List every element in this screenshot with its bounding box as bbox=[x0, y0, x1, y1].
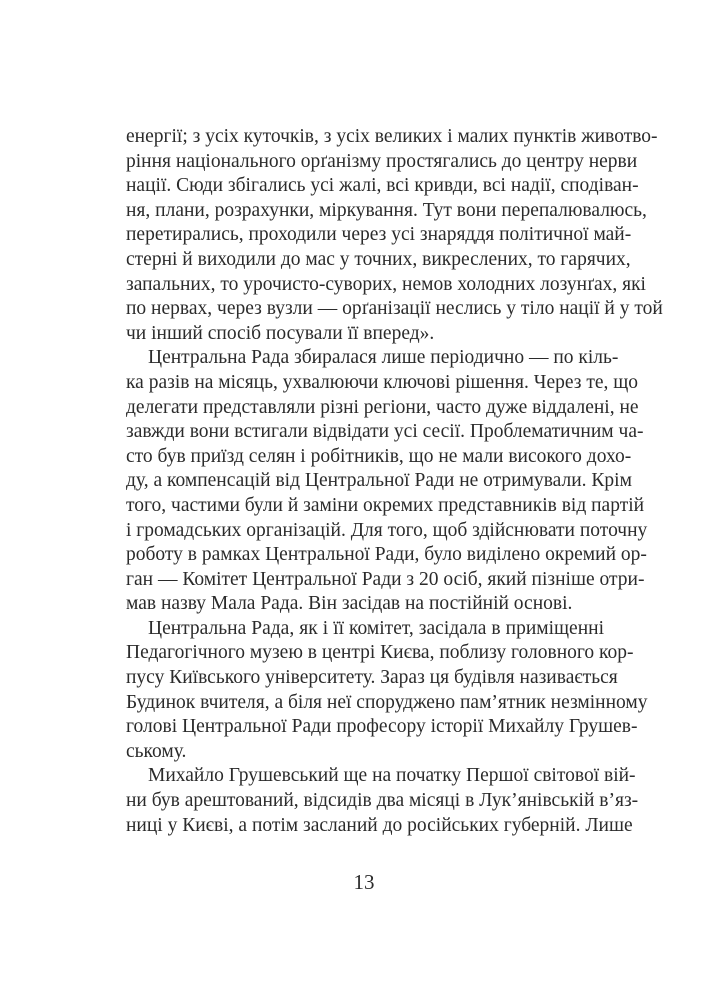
text-line: стерні й виходили до мас у точних, викреслених, то гарячих, bbox=[126, 248, 631, 270]
text-line: ка разів на місяць, ухвалюючи ключові рішення. Через те, що bbox=[126, 371, 639, 393]
text-line: завжди вони встигали відвідати усі сесії. Проблематичним ча- bbox=[126, 421, 644, 443]
paragraph bbox=[126, 617, 648, 765]
text-line: ду, а компенсацій від Центральної Ради не отримували. Крім bbox=[126, 470, 632, 492]
text-line: голові Центральної Ради професору історії Михайлу Грушев- bbox=[126, 716, 638, 738]
text-line: нації. Сюди збігались усі жалі, всі кривди, всі надії, сподіван- bbox=[126, 175, 639, 197]
text-line: сто був приїзд селян і робітників, що не мали високого дохо- bbox=[126, 445, 632, 467]
text-line: запальних, то урочисто-суворих, немов холодних лозунґах, які bbox=[126, 273, 646, 295]
text-line: Центральна Рада, як і її комітет, засідала в приміщенні bbox=[148, 617, 604, 639]
text-line: по нервах, через вузли — орґанізації неслись у тіло нації й у той bbox=[126, 298, 663, 320]
paragraph bbox=[126, 346, 648, 617]
text-line: пусу Київського університету. Зараз ця будівля називається bbox=[126, 667, 618, 689]
paragraph bbox=[126, 764, 639, 838]
text-line: ниці у Києві, а потім засланий до російських губерній. Лише bbox=[126, 814, 633, 836]
text-line: ни був арештований, відсидів два місяці в Лук’янівській в’яз- bbox=[126, 790, 639, 812]
text-line: ган — Комітет Центральної Ради з 20 осіб, який пізніше отри- bbox=[126, 568, 645, 590]
text-line: мав назву Мала Рада. Він засідав на постійній основі. bbox=[126, 593, 573, 615]
text-line: чи інший спосіб посували її вперед». bbox=[126, 322, 435, 344]
paragraph bbox=[126, 125, 663, 346]
text-line: Будинок вчителя, а біля неї споруджено пам’ятник незмінному bbox=[126, 691, 648, 713]
text-line: делегати представляли різні регіони, часто дуже віддалені, не bbox=[126, 396, 639, 418]
text-line: Михайло Грушевський ще на початку Першої світової вій- bbox=[148, 765, 636, 787]
text-line: енергії; з усіх куточків, з усіх великих і малих пунктів животво- bbox=[126, 126, 658, 147]
text-line: ріння національного орґанізму простягались до центру нерви bbox=[126, 150, 638, 172]
text-line: того, частими були й заміни окремих представників від партій bbox=[126, 494, 645, 516]
text-line: перетирались, проходили через усі знаряддя політичної май- bbox=[126, 224, 632, 246]
text-line: Педагогічного музею в центрі Києва, поблизу головного кор- bbox=[126, 642, 634, 664]
text-line: ському. bbox=[126, 740, 187, 762]
text-line: роботу в рамках Центральної Ради, було виділено окремий ор- bbox=[126, 544, 647, 566]
page-body bbox=[126, 125, 663, 838]
text-line: і громадських організацій. Для того, щоб здійснювати поточну bbox=[126, 519, 648, 541]
text-line: Центральна Рада збиралася лише періодично — по кіль- bbox=[148, 347, 619, 369]
text-line: ня, плани, розрахунки, міркування. Тут вони перепалювалюсь, bbox=[126, 199, 647, 221]
page-number: 13 bbox=[353, 870, 375, 894]
